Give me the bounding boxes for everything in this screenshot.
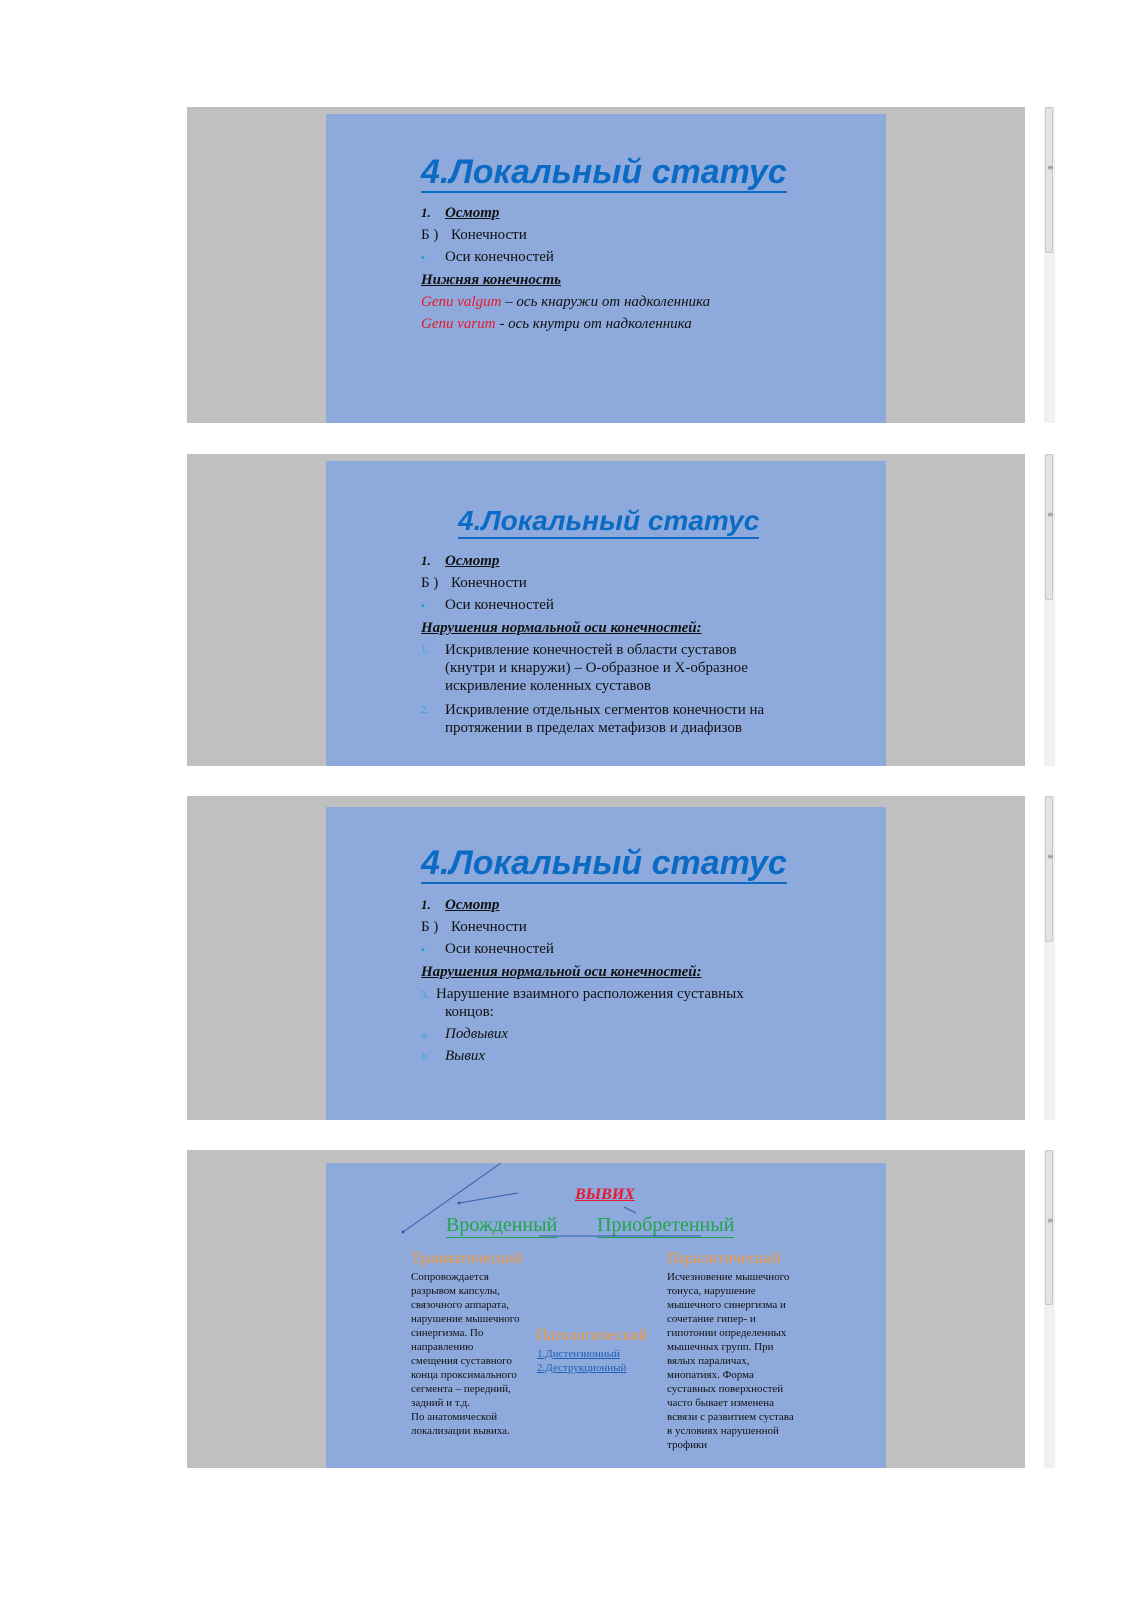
section-heading: Нарушения нормальной оси конечностей: — [421, 620, 702, 636]
axes-label: Оси конечностей — [445, 941, 554, 957]
bullet-icon: ▪ — [421, 252, 425, 264]
scrollbar-thumb[interactable] — [1045, 796, 1053, 942]
connector-lines — [326, 1163, 886, 1468]
traumatic-description: Сопровождается разрывом капсулы, связочного аппарата, нарушение мышечного синергизма. По направлению смещения суставного конца проксимального сегмента – передний, задний и т.д. По анатомической локализации вывиха. — [411, 1271, 520, 1437]
item-text: Нарушение взаимного расположения суставных — [436, 986, 744, 1002]
list-item — [421, 641, 790, 695]
scrollbar-1[interactable] — [1044, 107, 1055, 423]
scrollbar-thumb[interactable] — [1045, 454, 1053, 600]
limbs-number: Б ) — [421, 575, 439, 591]
scrollbar-2[interactable] — [1044, 454, 1055, 766]
genu-varum-line — [421, 315, 692, 333]
exam-number: 1. — [421, 205, 431, 220]
grip-icon: ≡ — [1047, 852, 1054, 861]
sub-item-letter: a. — [421, 1029, 430, 1041]
pathological-title: Патологический — [536, 1327, 648, 1344]
exam-label: Осмотр — [445, 553, 500, 569]
definition: - ось кнутри от надколенника — [495, 316, 692, 332]
slide-frame-1 — [187, 107, 1025, 423]
scrollbar-thumb[interactable] — [1045, 1150, 1053, 1305]
acquired-label: Приобретенный — [597, 1214, 735, 1236]
list-item — [421, 701, 790, 737]
limbs-line — [421, 574, 527, 592]
limbs-number: Б ) — [421, 227, 439, 243]
item-number: 2. — [421, 704, 430, 716]
slide-frame-2 — [187, 454, 1025, 766]
slide-4 — [326, 1163, 886, 1468]
scrollbar-thumb[interactable] — [1045, 107, 1053, 253]
axes-label: Оси конечностей — [445, 597, 554, 613]
exam-line — [421, 896, 499, 914]
definition: – ось кнаружи от надколенника — [501, 294, 711, 310]
sub-item-letter: b. — [421, 1051, 430, 1063]
limbs-label: Конечности — [451, 575, 527, 591]
section-heading: Нижняя конечность — [421, 272, 562, 288]
scrollbar-3[interactable] — [1044, 796, 1055, 1120]
exam-number: 1. — [421, 553, 431, 568]
sub-item — [421, 1025, 508, 1044]
congenital-label: Врожденный — [446, 1214, 558, 1236]
scrollbar-4[interactable] — [1044, 1150, 1055, 1468]
bullet-icon: ▪ — [421, 600, 425, 612]
bullet-icon: ▪ — [421, 944, 425, 956]
slide-title: 4.Локальный статус — [458, 506, 759, 539]
grip-icon: ≡ — [1047, 510, 1054, 519]
axes-line — [421, 596, 554, 615]
list-item-continuation: концов: — [445, 1004, 494, 1020]
exam-label: Осмотр — [445, 897, 500, 913]
grip-icon: ≡ — [1047, 1216, 1054, 1225]
slide-1 — [326, 114, 886, 423]
sub-item — [421, 1047, 485, 1066]
item-text: Искривление конечностей в области суставов (кнутри и кнаружи) – О-образное и Х-образное искривление коленных суставов — [445, 642, 748, 694]
limbs-line — [421, 918, 527, 936]
exam-number: 1. — [421, 897, 431, 912]
axes-line — [421, 248, 554, 267]
pathological-item-2[interactable]: 2.Деструкционный — [537, 1362, 627, 1374]
grip-icon: ≡ — [1047, 163, 1054, 172]
exam-label: Осмотр — [445, 205, 500, 221]
item-text: Искривление отдельных сегментов конечности на протяжении в пределах метафизов и диафизов — [445, 702, 765, 736]
dislocation-title: ВЫВИХ — [575, 1186, 635, 1203]
pathological-item-1[interactable]: 1.Дистензионный — [537, 1348, 620, 1360]
axes-label: Оси конечностей — [445, 249, 554, 265]
slide-title: 4.Локальный статус — [421, 154, 787, 193]
sub-item-text: Вывих — [445, 1048, 485, 1064]
slide-frame-3 — [187, 796, 1025, 1120]
limbs-number: Б ) — [421, 919, 439, 935]
slide-title: 4.Локальный статус — [421, 845, 787, 884]
genu-valgum-line — [421, 293, 710, 311]
section-heading: Нарушения нормальной оси конечностей: — [421, 964, 702, 980]
item-number: 3. — [421, 989, 430, 1001]
slide-frame-4 — [187, 1150, 1025, 1468]
slide-2 — [326, 461, 886, 766]
list-item — [421, 985, 744, 1004]
paralytic-title: Паралитический — [667, 1250, 781, 1267]
paralytic-description: Исчезновение мышечного тонуса, нарушение мышечного синергизма и сочетание гипер- и гипотонии определенных мышечных групп. При вялых параличах, миопатиях. Форма суставных поверхностей часто бывает изменена всвязи с развитием сустава в условиях нарушенной трофики — [667, 1271, 794, 1451]
exam-line — [421, 204, 499, 222]
item-number: 1. — [421, 644, 430, 656]
slide-3 — [326, 807, 886, 1120]
term: Genu varum — [421, 316, 496, 332]
exam-line — [421, 552, 499, 570]
sub-item-text: Подвывих — [445, 1026, 509, 1042]
traumatic-title: Травматический — [411, 1250, 523, 1267]
limbs-label: Конечности — [451, 919, 527, 935]
axes-line — [421, 940, 554, 959]
limbs-line — [421, 226, 527, 244]
limbs-label: Конечности — [451, 227, 527, 243]
term: Genu valgum — [421, 294, 502, 310]
